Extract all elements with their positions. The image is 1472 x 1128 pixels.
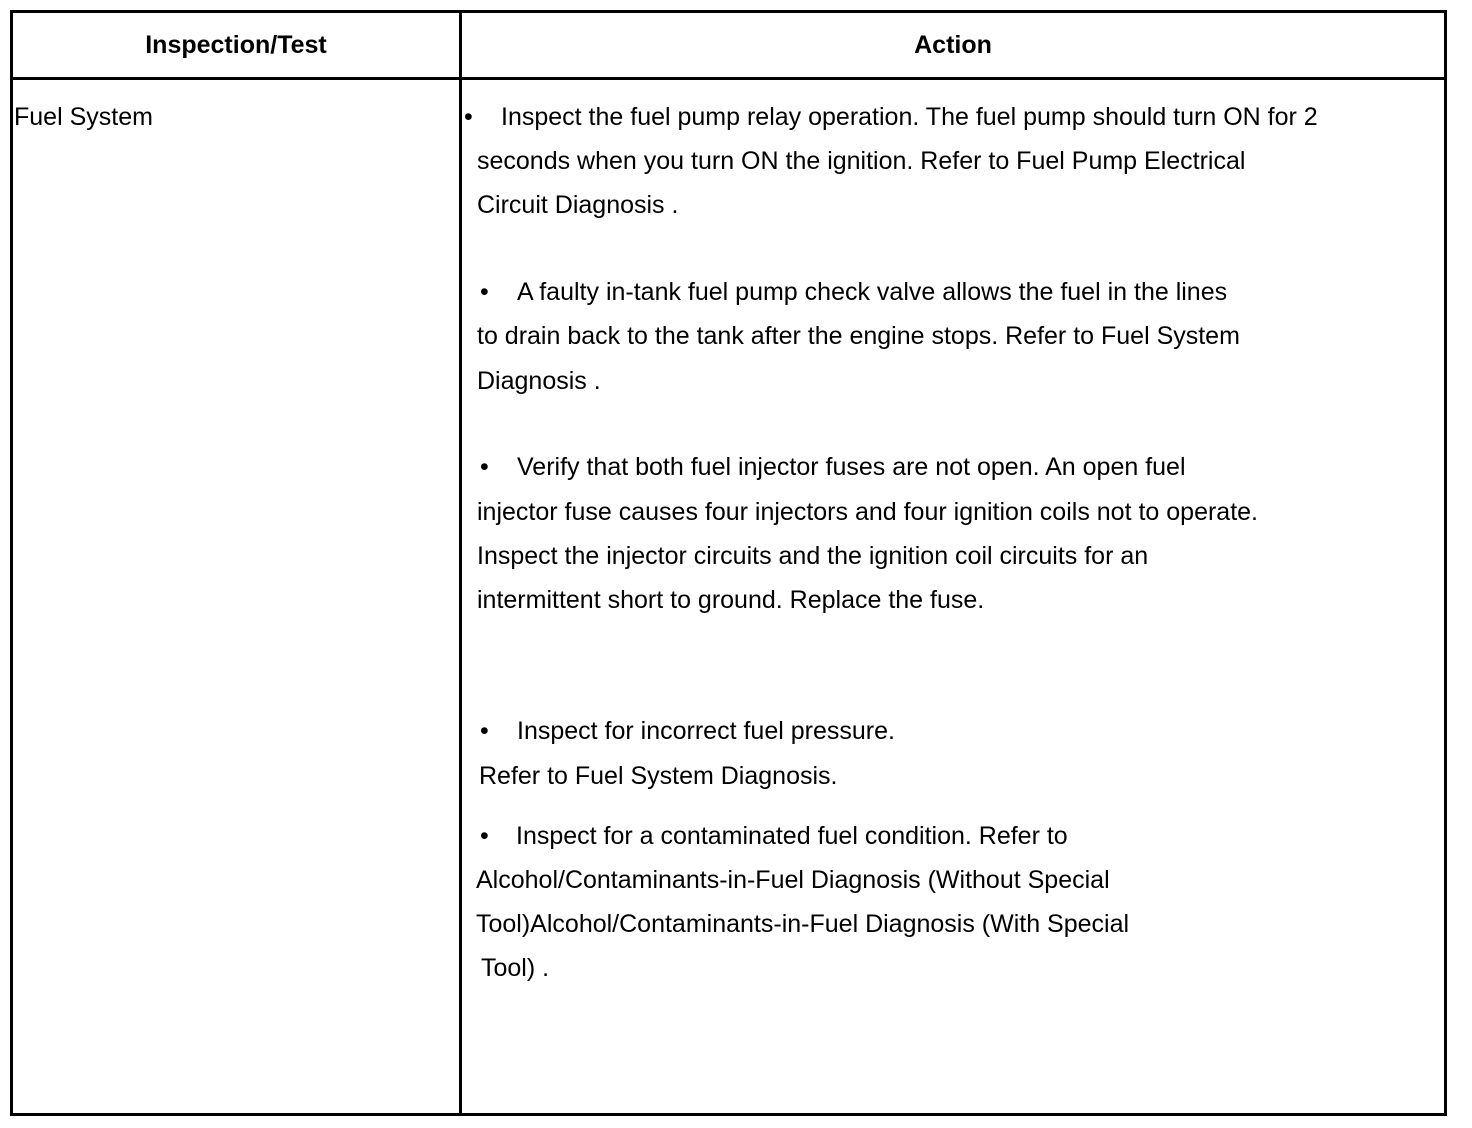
action-3-line-2: injector fuse causes four injectors and four ignition coils not to operate. bbox=[477, 498, 1258, 526]
header-divider bbox=[10, 77, 1447, 80]
column-divider bbox=[459, 10, 462, 1116]
bullet-action-2: • bbox=[480, 278, 489, 306]
action-4-line-2: Refer to Fuel System Diagnosis. bbox=[479, 762, 838, 790]
header-action: Action bbox=[914, 31, 992, 59]
action-2-line-2: to drain back to the tank after the engine stops. Refer to Fuel System bbox=[477, 322, 1240, 350]
header-inspection-test: Inspection/Test bbox=[145, 31, 327, 59]
action-5-line-2: Alcohol/Contaminants-in-Fuel Diagnosis (Without Special bbox=[476, 866, 1110, 894]
action-1-line-3: Circuit Diagnosis . bbox=[477, 191, 679, 219]
action-1-line-2: seconds when you turn ON the ignition. Refer to Fuel Pump Electrical bbox=[477, 147, 1246, 175]
action-1-line-1: Inspect the fuel pump relay operation. The fuel pump should turn ON for 2 bbox=[501, 103, 1318, 131]
action-3-line-3: Inspect the injector circuits and the ignition coil circuits for an bbox=[477, 542, 1149, 570]
action-5-line-1: Inspect for a contaminated fuel condition. Refer to bbox=[516, 822, 1068, 850]
action-5-line-3: Tool)Alcohol/Contaminants-in-Fuel Diagnosis (With Special bbox=[476, 910, 1130, 938]
action-2-line-3: Diagnosis . bbox=[477, 367, 601, 395]
action-3-line-1: Verify that both fuel injector fuses are not open. An open fuel bbox=[517, 453, 1186, 481]
action-3-line-4: intermittent short to ground. Replace the fuse. bbox=[477, 586, 985, 614]
bullet-action-4: • bbox=[480, 717, 489, 745]
action-5-line-4: Tool) . bbox=[481, 954, 550, 982]
action-4-line-1: Inspect for incorrect fuel pressure. bbox=[517, 717, 895, 745]
bullet-action-1: • bbox=[464, 103, 473, 131]
bullet-action-3: • bbox=[480, 453, 489, 481]
action-2-line-1: A faulty in-tank fuel pump check valve allows the fuel in the lines bbox=[517, 278, 1228, 306]
bullet-action-5: • bbox=[480, 822, 489, 850]
cell-inspection-fuel-system: Fuel System bbox=[14, 103, 153, 131]
